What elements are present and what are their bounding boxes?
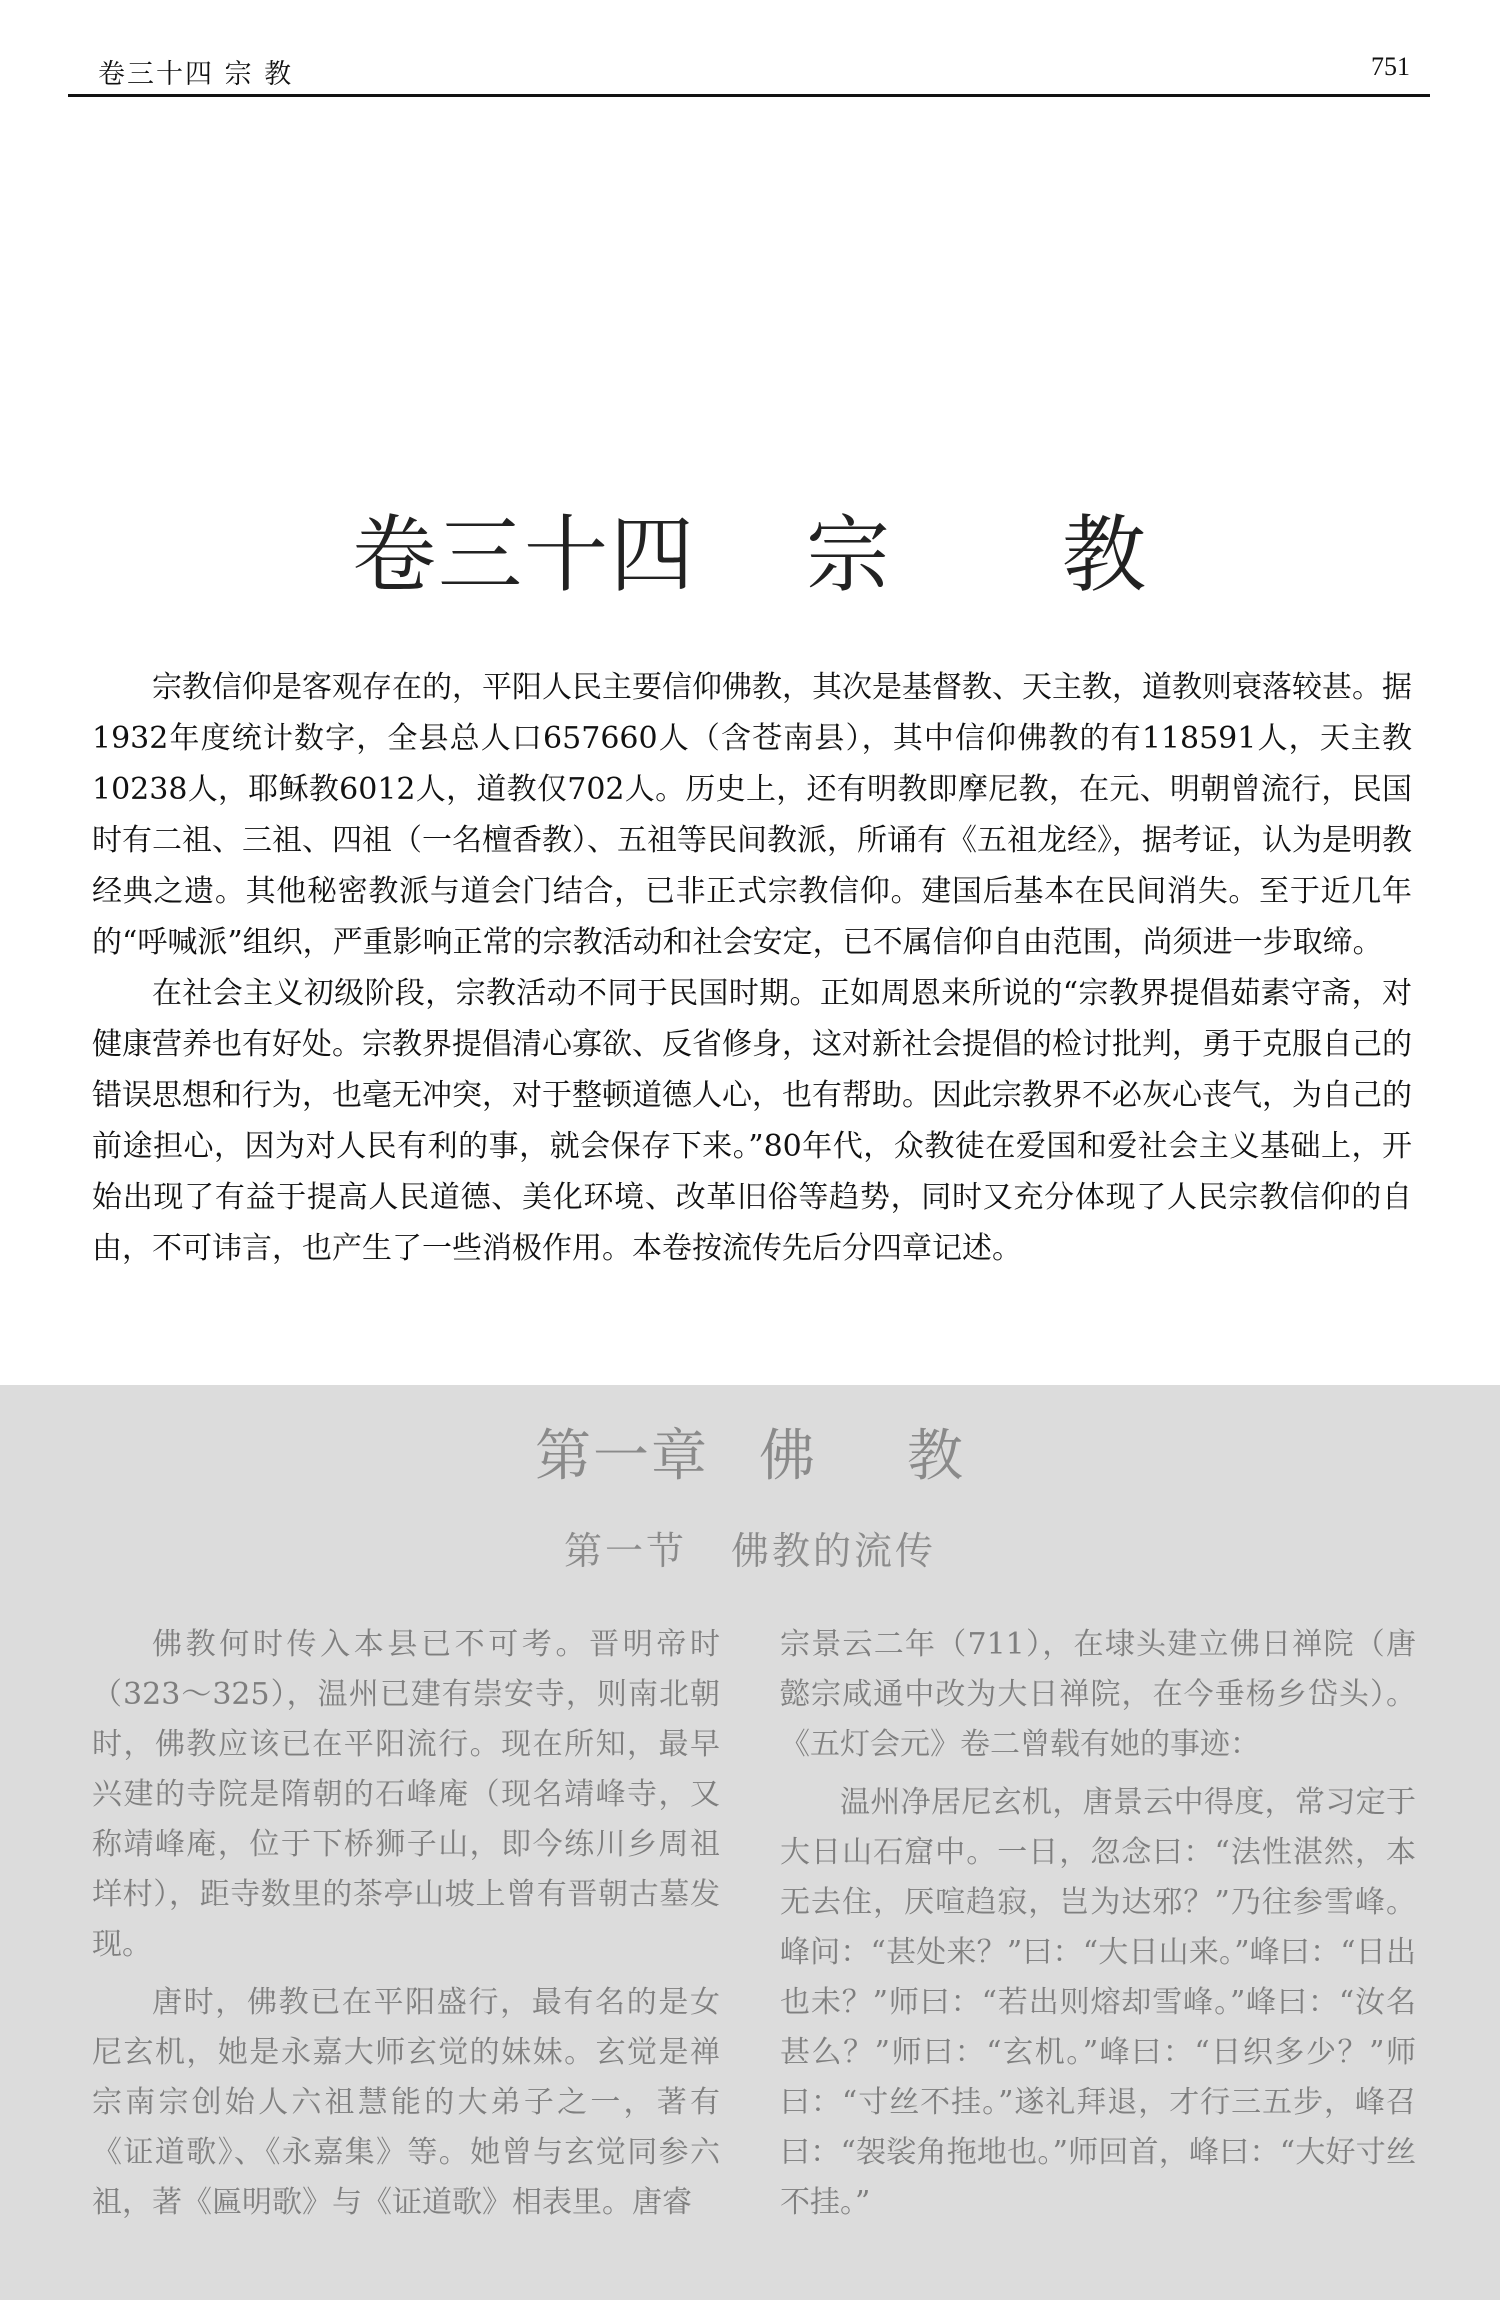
page-number: 751 [1371, 52, 1410, 81]
header-rule [68, 94, 1430, 97]
section-name: 佛教的流传 [731, 1529, 937, 1573]
left-column [92, 1620, 720, 2236]
volume-word-2: 教 [1062, 506, 1149, 604]
volume-word-1: 宗 [805, 506, 892, 604]
intro-paragraph-1: 宗教信仰是客观存在的，平阳人民主要信仰佛教，其次是基督教、天主教，道教则衰落较甚。据1932年度统计数字，全县总人口657660人（含苍南县），其中信仰佛教的有118591人，天主教10238人，耶稣教6012人，道教仅702人。历史上，还有明教即摩尼教，在元、明朝曾流行，民国时有二祖、三祖、四祖（一名檀香教）、五祖等民间教派，所诵有《五祖龙经》，据考证，认为是明教经典之遗。其他秘密教派与道会门结合，已非正式宗教信仰。建国后基本在民间消失。至于近几年的“呼喊派”组织，严重影响正常的宗教活动和社会安定，已不属信仰自由范围，尚须进一步取缔。 [92, 670, 1412, 960]
left-paragraph-1: 佛教何时传入本县已不可考。晋明帝时（323～325），温州已建有崇安寺，则南北朝时，佛教应该已在平阳流行。现在所知，最早兴建的寺院是隋朝的石峰庵（现名靖峰寺，又称靖峰庵，位于下桥狮子山，即今练川乡周祖垟村），距寺数里的茶亭山坡上曾有晋朝古墓发现。 [92, 1627, 720, 1962]
intro-text [92, 662, 1412, 1274]
intro-paragraph-2: 在社会主义初级阶段，宗教活动不同于民国时期。正如周恩来所说的“宗教界提倡茹素守斋，对健康营养也有好处。宗教界提倡清心寡欲、反省修身，这对新社会提倡的检讨批判，勇于克服自己的错误思想和行为，也毫无冲突，对于整顿道德人心，也有帮助。因此宗教界不必灰心丧气，为自己的前途担心，因为对人民有利的事，就会保存下来。”80年代，众教徒在爱国和爱社会主义基础上，开始出现了有益于提高人民道德、美化环境、改革旧俗等趋势，同时又充分体现了人民宗教信仰的自由，不可讳言，也产生了一些消极作用。本卷按流传先后分四章记述。 [92, 976, 1412, 1266]
page-header [68, 52, 1428, 92]
left-paragraph-2: 唐时，佛教已在平阳盛行，最有名的是女尼玄机，她是永嘉大师玄觉的妹妹。玄觉是禅宗南宗创始人六祖慧能的大弟子之一，著有《证道歌》、《永嘉集》等。她曾与玄觉同参六祖，著《匾明歌》与《证道歌》相表里。唐睿 [92, 1985, 720, 2220]
chapter-word-2: 教 [907, 1424, 965, 1489]
volume-title [0, 488, 1500, 609]
chapter-number: 第一章 [535, 1424, 709, 1489]
right-quote: 温州净居尼玄机，唐景云中得度，常习定于大日山石窟中。一日，忽念曰：“法性湛然，本无去住，厌喧趋寂，岂为达邪？”乃往参雪峰。峰问：“甚处来？”曰：“大日山来。”峰曰：“日出也未？”师曰：“若出则熔却雪峰。”峰曰：“汝名甚么？”师曰：“玄机。”峰曰：“日织多少？”师曰：“寸丝不挂。”遂礼拜退，才行三五步，峰召曰：“袈裟角拖地也。”师回首，峰曰：“大好寸丝不挂。” [780, 1785, 1416, 2220]
chapter-title [0, 1412, 1500, 1492]
right-column [780, 1620, 1416, 2236]
chapter-word-1: 佛 [759, 1424, 817, 1489]
section-title [0, 1520, 1500, 1575]
volume-number: 卷三十四 [351, 506, 696, 604]
right-paragraph-1: 宗景云二年（711），在埭头建立佛日禅院（唐懿宗咸通中改为大日禅院，在今垂杨乡岱头）。《五灯会元》卷二曾载有她的事迹： [780, 1627, 1416, 1762]
running-title: 卷三十四 宗 教 [98, 59, 294, 90]
section-number: 第一节 [563, 1529, 687, 1573]
